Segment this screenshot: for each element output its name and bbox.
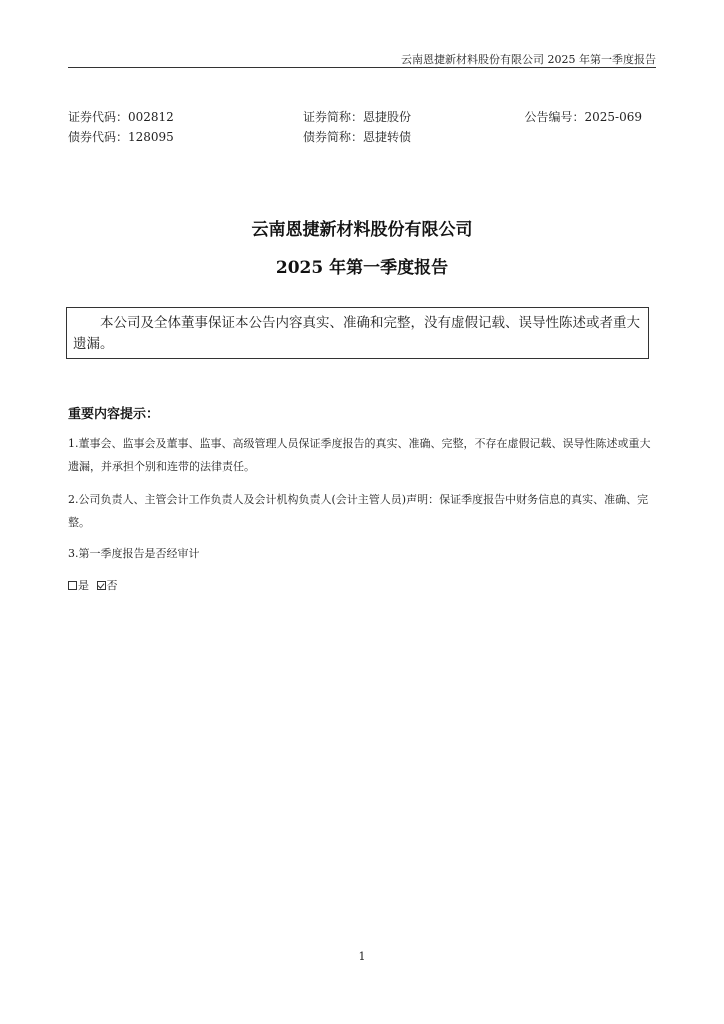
stock-abbreviation: 证券简称：恩捷股份 <box>303 110 412 124</box>
stock-code: 证券代码：002812 <box>68 110 174 124</box>
company-title: 云南恩捷新材料股份有限公司 <box>251 220 473 240</box>
page-number: 1 <box>358 950 366 963</box>
announcement-info <box>525 107 643 127</box>
disclaimer-box <box>66 307 649 359</box>
header-rule <box>68 67 656 68</box>
running-header: 云南恩捷新材料股份有限公司 2025 年第一季度报告 <box>401 53 656 66</box>
bond-abbreviation: 债券简称：恩捷转债 <box>303 130 412 144</box>
securities-abbreviations <box>303 107 411 147</box>
bond-code: 债券代码：128095 <box>68 130 174 144</box>
audit-yes-label: 是 <box>78 579 89 592</box>
securities-codes <box>68 107 174 147</box>
audit-no-label: 否 <box>106 579 118 592</box>
disclaimer-text: 本公司及全体董事保证本公告内容真实、准确和完整，没有虚假记载、误导性陈述或者重大遗漏。 <box>73 315 640 352</box>
report-title: 2025 年第一季度报告 <box>275 258 449 278</box>
audit-options <box>68 574 656 597</box>
notice-item-1: 1.董事会、监事会及董事、监事、高级管理人员保证季度报告的真实、准确、完整，不存在虚假记载、误导性陈述或重大遗漏，并承担个别和连带的法律责任。 <box>68 437 651 473</box>
notice-item-3: 3.第一季度报告是否经审计 <box>68 547 200 560</box>
audit-yes-checkbox[interactable] <box>68 581 77 590</box>
audit-no-checkbox[interactable] <box>97 581 106 590</box>
announcement-number: 公告编号：2025-069 <box>524 110 642 124</box>
section-heading: 重要内容提示： <box>68 407 160 422</box>
notice-item-2: 2.公司负责人、主管会计工作负责人及会计机构负责人(会计主管人员)声明：保证季度报告中财务信息的真实、准确、完整。 <box>68 493 649 529</box>
